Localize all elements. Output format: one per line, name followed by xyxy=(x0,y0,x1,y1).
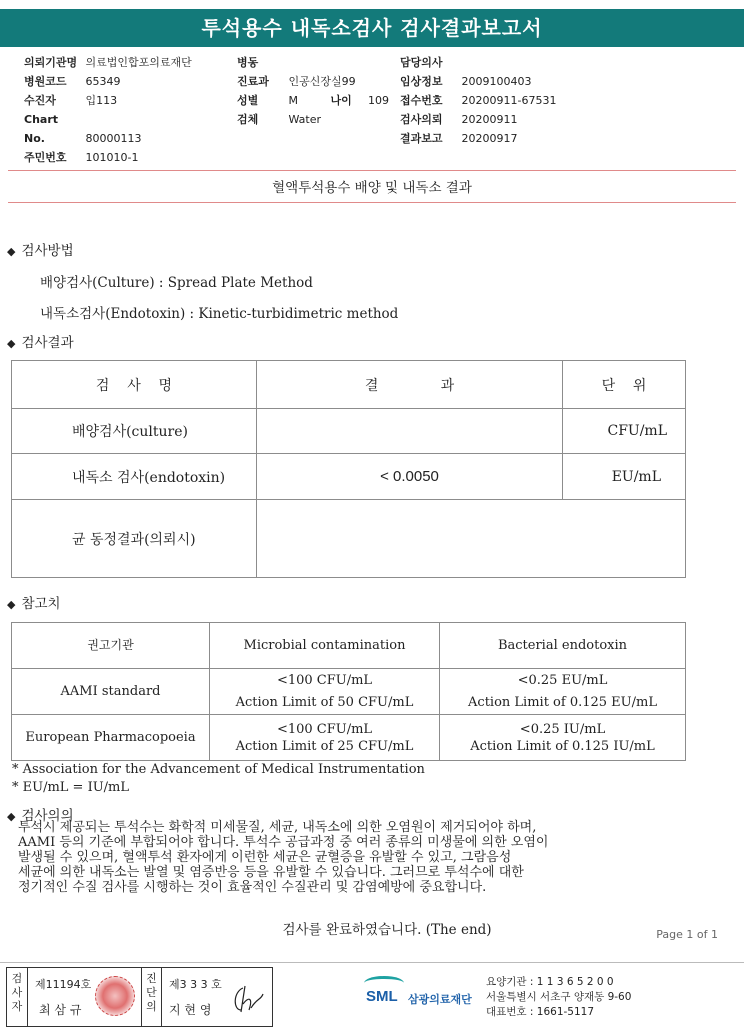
result-value-endotoxin: < 0.0050 xyxy=(257,454,563,500)
value-chart-no: 80000113 xyxy=(85,132,142,145)
results-table xyxy=(11,360,686,578)
license-doctor: 제3 3 3 호 xyxy=(169,978,222,991)
value-patient: 입113 xyxy=(85,94,118,107)
reference-header-org: 권고기관 xyxy=(12,623,210,669)
label-hospital-code: 병원코드 xyxy=(24,75,67,88)
opinion-line: 세균에 의한 내독소는 발열 및 염증반응 등을 유발할 수 있습니다. 그러므로 투석수에 대한 xyxy=(18,865,524,880)
reference-org-aami: AAMI standard xyxy=(12,669,210,715)
label-doctor: 담당의사 xyxy=(400,56,443,69)
method-heading xyxy=(7,239,74,259)
label-resident-no: 주민번호 xyxy=(24,151,67,164)
results-header-row xyxy=(12,361,686,409)
label-clinical-info: 임상정보 xyxy=(400,75,443,88)
result-name-culture: 배양검사(culture) xyxy=(12,409,257,454)
reference-micro-ep xyxy=(210,715,440,761)
results-header-unit: 단 위 xyxy=(563,361,686,409)
org-phone: 대표번호 : 1661-5117 xyxy=(486,1006,595,1018)
role-doctor: 진단의 xyxy=(141,968,162,1026)
reference-header-endo: Bacterial endotoxin xyxy=(440,623,686,669)
report-title: 투석용수 내독소검사 검사결과보고서 xyxy=(0,9,744,47)
reference-header-row xyxy=(12,623,686,669)
footer-divider xyxy=(0,962,744,963)
label-specimen: 검체 xyxy=(237,113,259,126)
opinion-heading-text: 검사의의 xyxy=(21,808,74,824)
reference-endo-aami xyxy=(440,669,686,715)
results-heading-text: 검사결과 xyxy=(21,335,74,351)
label-ward: 병동 xyxy=(237,56,259,69)
org-name: 삼광의료재단 xyxy=(408,993,472,1006)
seal-icon xyxy=(95,976,135,1016)
reference-micro-aami xyxy=(210,669,440,715)
org-address: 서울특별시 서초구 양재동 9-60 xyxy=(486,991,632,1003)
value-age: 109 xyxy=(368,94,389,107)
diamond-icon: ◆ xyxy=(7,337,16,350)
header-col-3 xyxy=(400,53,556,148)
label-sex: 성별 xyxy=(237,94,259,107)
results-header-name: 검 사 명 xyxy=(12,361,257,409)
org-code: 요양기관 : 1 1 3 6 5 2 0 0 xyxy=(486,976,614,988)
value-receipt-no: 20200911-67531 xyxy=(461,94,557,107)
result-name-identification: 균 동정결과(의뢰시) xyxy=(12,500,257,578)
result-value-identification xyxy=(257,500,686,578)
value-sex: M xyxy=(288,94,298,107)
diamond-icon: ◆ xyxy=(7,245,16,258)
label-institution: 의뢰기관명 xyxy=(24,56,78,69)
header-col-1 xyxy=(24,53,192,167)
opinion-line: AAMI 등의 기준에 부합되어야 합니다. 투석수 공급과정 중 여러 종류의 미생물에 의한 오염이 xyxy=(18,835,549,850)
reference-micro-aami-limit: <100 CFU/mL xyxy=(276,673,373,688)
signature-box xyxy=(6,967,273,1027)
role-tester: 검사자 xyxy=(7,968,28,1026)
reference-micro-ep-limit: <100 CFU/mL xyxy=(276,721,373,737)
reference-micro-ep-action: Action Limit of 25 CFU/mL xyxy=(235,738,414,754)
reference-header-micro: Microbial contamination xyxy=(210,623,440,669)
opinion-text xyxy=(18,820,730,895)
label-patient: 수진자 xyxy=(24,94,56,107)
table-row xyxy=(12,454,686,500)
reference-micro-aami-action: Action Limit of 50 CFU/mL xyxy=(235,695,414,710)
value-resident-no: 101010-1 xyxy=(85,151,139,164)
divider-top xyxy=(8,170,736,171)
value-institution: 의료법인합포의료재단 xyxy=(85,56,192,69)
reference-endo-aami-limit: <0.25 EU/mL xyxy=(517,673,608,688)
results-heading xyxy=(7,331,74,351)
table-row xyxy=(12,715,686,761)
reference-endo-ep-limit: <0.25 IU/mL xyxy=(519,721,606,737)
logo-text: SML xyxy=(366,988,398,1005)
reference-heading xyxy=(7,592,61,612)
label-receipt-no: 접수번호 xyxy=(400,94,443,107)
value-clinical-info: 2009100403 xyxy=(461,75,532,88)
end-text: 검사를 완료하였습니다. (The end) xyxy=(282,922,492,938)
result-name-endotoxin: 내독소 검사(endotoxin) xyxy=(12,454,257,500)
value-department: 인공신장실99 xyxy=(288,75,356,88)
page-indicator: Page 1 of 1 xyxy=(656,928,718,941)
label-request-date: 검사의뢰 xyxy=(400,113,443,126)
results-header-result: 결 과 xyxy=(257,361,563,409)
org-address-block xyxy=(486,975,631,1020)
label-chart-no: Chart No. xyxy=(24,113,59,145)
value-hospital-code: 65349 xyxy=(85,75,121,88)
label-report-date: 결과보고 xyxy=(400,132,443,145)
opinion-line: 투석시 제공되는 투석수는 화학적 미세물질, 세균, 내독소에 의한 오염원이 제거되어야 하며, xyxy=(18,820,537,835)
reference-heading-text: 참고치 xyxy=(21,596,61,612)
reference-endo-ep-action: Action Limit of 0.125 IU/mL xyxy=(470,738,655,754)
method-endotoxin: 내독소검사(Endotoxin) : Kinetic-turbidimetric method xyxy=(40,306,399,322)
value-request-date: 20200911 xyxy=(461,113,518,126)
name-doctor: 지 현 영 xyxy=(169,1003,212,1017)
label-department: 진료과 xyxy=(237,75,269,88)
result-unit-endotoxin: EU/mL xyxy=(563,454,686,500)
value-report-date: 20200917 xyxy=(461,132,518,145)
label-age: 나이 xyxy=(330,94,352,107)
opinion-line: 정기적인 수질 검사를 시행하는 것이 효율적인 수질관리 및 감염예방에 중요합니다. xyxy=(18,880,487,895)
value-specimen: Water xyxy=(288,113,322,126)
section-title: 혈액투석용수 배양 및 내독소 결과 xyxy=(272,180,472,196)
method-culture: 배양검사(Culture) : Spread Plate Method xyxy=(40,275,313,291)
diamond-icon: ◆ xyxy=(7,810,16,823)
opinion-line: 발생될 수 있으며, 혈액투석 환자에게 이런한 세균은 균혈증을 유발할 수 있고, 그람음성 xyxy=(18,850,512,865)
note-units: * EU/mL = IU/mL xyxy=(12,780,130,795)
table-row xyxy=(12,409,686,454)
license-tester: 제11194호 xyxy=(35,978,92,991)
reference-endo-aami-action: Action Limit of 0.125 EU/mL xyxy=(468,695,657,710)
header-col-2 xyxy=(237,53,389,129)
reference-table xyxy=(11,622,686,761)
diamond-icon: ◆ xyxy=(7,598,16,611)
result-value-culture xyxy=(257,409,563,454)
name-tester: 최 삼 규 xyxy=(39,1003,82,1017)
result-unit-culture: CFU/mL xyxy=(563,409,686,454)
signature-icon xyxy=(229,982,265,1016)
divider-bottom xyxy=(8,202,736,203)
reference-org-ep: European Pharmacopoeia xyxy=(12,715,210,761)
table-row xyxy=(12,500,686,578)
table-row xyxy=(12,669,686,715)
method-heading-text: 검사방법 xyxy=(21,243,74,259)
note-aami: * Association for the Advancement of Medical Instrumentation xyxy=(12,762,425,777)
reference-endo-ep xyxy=(440,715,686,761)
